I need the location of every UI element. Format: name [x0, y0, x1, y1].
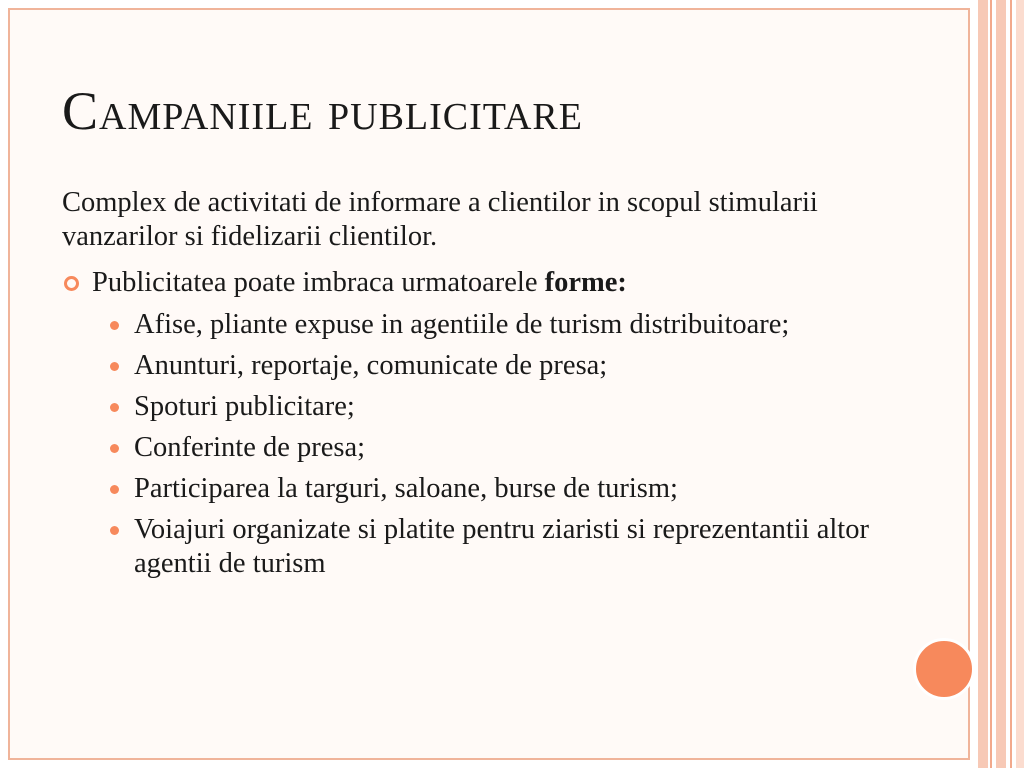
- list-item: [62, 390, 892, 424]
- list-item-text: Voiajuri organizate si platite pentru ziaristi si reprezentantii altor agentii de turism: [134, 514, 869, 579]
- list-item-text: Participarea la targuri, saloane, burse de turism;: [134, 473, 678, 504]
- list-item-text: Afise, pliante expuse in agentiile de turism distribuitoare;: [134, 309, 790, 340]
- decorative-stripe: [996, 0, 1006, 768]
- dot-bullet-icon: [110, 485, 119, 494]
- decorative-stripe: [978, 0, 988, 768]
- dot-bullet-icon: [110, 444, 119, 453]
- list-item: [62, 513, 892, 581]
- slide-body: [62, 186, 892, 588]
- decorative-stripe: [1016, 0, 1024, 768]
- forms-list: [62, 308, 892, 581]
- dot-bullet-icon: [110, 403, 119, 412]
- dot-bullet-icon: [110, 321, 119, 330]
- bullet-level1: [62, 266, 892, 300]
- decorative-stripe: [990, 0, 992, 768]
- intro-paragraph: Complex de activitati de informare a clientilor in scopul stimularii vanzarilor si fidelizarii clientilor.: [62, 187, 818, 252]
- list-item: [62, 308, 892, 342]
- bullet-level1-bold: forme:: [544, 267, 627, 298]
- list-item: [62, 472, 892, 506]
- list-item: [62, 431, 892, 465]
- dot-bullet-icon: [110, 362, 119, 371]
- decorative-circle: [913, 638, 975, 700]
- bullet-level1-text: Publicitatea poate imbraca urmatoarele: [92, 267, 545, 298]
- slide-title: Campaniile publicitare: [62, 81, 583, 141]
- dot-bullet-icon: [110, 526, 119, 535]
- circle-bullet-icon: [64, 276, 79, 291]
- list-item: [62, 349, 892, 383]
- decorative-stripe: [1010, 0, 1012, 768]
- list-item-text: Spoturi publicitare;: [134, 391, 355, 422]
- list-item-text: Conferinte de presa;: [134, 432, 366, 463]
- list-item-text: Anunturi, reportaje, comunicate de presa;: [134, 350, 608, 381]
